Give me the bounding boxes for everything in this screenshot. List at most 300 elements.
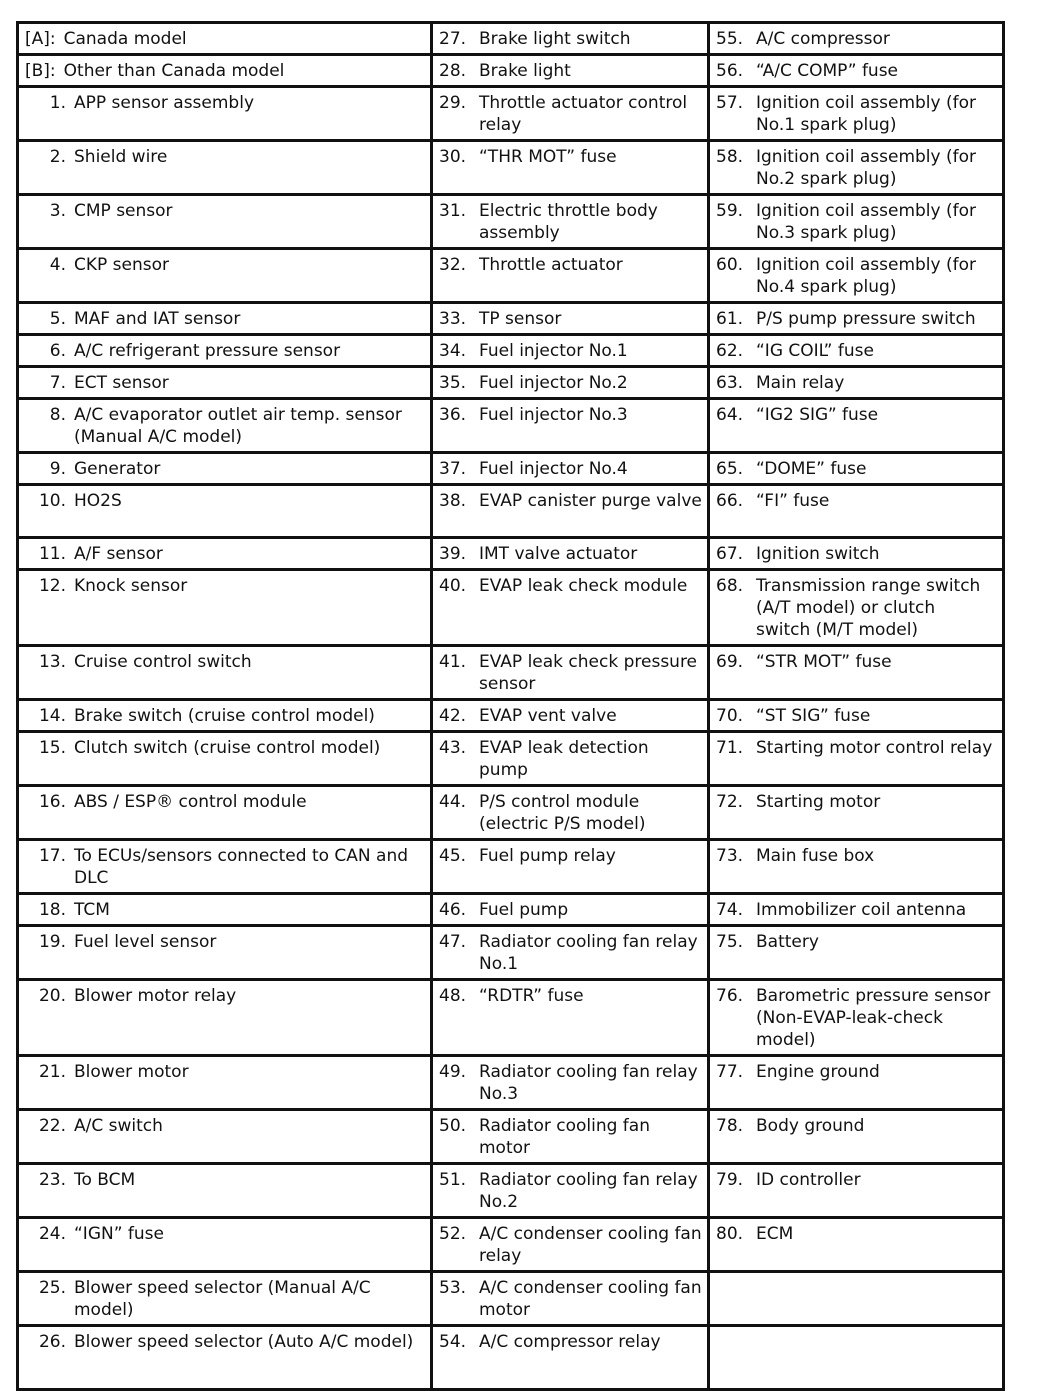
legend-entry	[25, 340, 426, 362]
entry-label: Ignition coil assembly (for No.3 spark plug)	[756, 201, 977, 243]
legend-cell	[709, 1326, 1004, 1390]
entry-number: 25.	[38, 1278, 66, 1298]
legend-entry	[716, 931, 998, 953]
table-row	[18, 335, 1004, 367]
entry-number: 27.	[439, 29, 467, 49]
entry-label: Brake light switch	[479, 29, 631, 49]
table-row	[18, 538, 1004, 570]
legend-cell	[709, 485, 1004, 538]
entry-number: 41.	[439, 652, 467, 672]
legend-cell	[432, 1326, 709, 1390]
legend-cell	[709, 399, 1004, 453]
entry-number: 12.	[38, 576, 66, 596]
legend-cell	[709, 700, 1004, 732]
entry-label: Fuel pump	[479, 900, 569, 920]
entry-number: [A]:	[25, 29, 56, 49]
entry-label: A/C condenser cooling fan motor	[479, 1278, 702, 1320]
legend-cell	[432, 399, 709, 453]
legend-entry	[439, 1223, 703, 1267]
entry-label: Starting motor control relay	[756, 738, 993, 758]
entry-number: [B]:	[25, 61, 56, 81]
legend-cell	[709, 1056, 1004, 1110]
legend-cell	[432, 249, 709, 303]
legend-entry	[716, 92, 998, 136]
legend-cell	[18, 570, 432, 646]
entry-number: 71.	[716, 738, 744, 758]
entry-label: Knock sensor	[74, 576, 188, 596]
legend-entry	[25, 543, 426, 565]
entry-label: Ignition coil assembly (for No.2 spark plug)	[756, 147, 977, 189]
table-row	[18, 732, 1004, 786]
entry-label: Ignition coil assembly (for No.4 spark plug)	[756, 255, 977, 297]
legend-cell	[432, 453, 709, 485]
entry-label: EVAP leak detection pump	[479, 738, 649, 780]
legend-entry	[439, 543, 703, 565]
legend-entry	[716, 651, 998, 673]
table-row	[18, 894, 1004, 926]
legend-entry	[25, 1331, 426, 1353]
legend-entry	[716, 899, 998, 921]
entry-label: ID controller	[756, 1170, 861, 1190]
legend-entry	[439, 92, 703, 136]
legend-entry	[439, 705, 703, 727]
entry-number: 66.	[716, 491, 744, 511]
legend-cell	[18, 303, 432, 335]
entry-number: 77.	[716, 1062, 744, 1082]
entry-label: To ECUs/sensors connected to CAN and DLC	[74, 846, 409, 888]
legend-entry	[716, 1223, 998, 1245]
legend-cell	[709, 980, 1004, 1056]
legend-entry	[439, 200, 703, 244]
entry-number: 33.	[439, 309, 467, 329]
legend-entry	[716, 737, 998, 759]
legend-cell	[709, 303, 1004, 335]
legend-cell	[432, 303, 709, 335]
entry-label: “IG COIL” fuse	[756, 341, 874, 361]
legend-entry	[25, 200, 426, 222]
legend-entry	[25, 575, 426, 597]
entry-number: 19.	[38, 932, 66, 952]
entry-label: Body ground	[756, 1116, 865, 1136]
entry-number: 76.	[716, 986, 744, 1006]
legend-cell	[432, 732, 709, 786]
entry-label: A/C compressor relay	[479, 1332, 661, 1352]
legend-cell	[709, 926, 1004, 980]
entry-label: “IGN” fuse	[74, 1224, 164, 1244]
legend-cell	[432, 1218, 709, 1272]
table-row	[18, 303, 1004, 335]
component-legend-table	[16, 21, 1005, 1391]
legend-entry	[716, 200, 998, 244]
entry-number: 23.	[38, 1170, 66, 1190]
legend-cell	[18, 23, 432, 55]
legend-entry	[25, 146, 426, 168]
legend-cell	[432, 1056, 709, 1110]
entry-number: 49.	[439, 1062, 467, 1082]
legend-cell	[709, 55, 1004, 87]
entry-label: Throttle actuator control relay	[479, 93, 688, 135]
entry-number: 57.	[716, 93, 744, 113]
legend-entry	[439, 458, 703, 480]
legend-entry	[439, 404, 703, 426]
entry-number: 2.	[49, 147, 66, 167]
legend-entry	[25, 1115, 426, 1137]
legend-entry	[25, 308, 426, 330]
legend-cell	[709, 786, 1004, 840]
legend-entry	[716, 28, 998, 50]
table-row	[18, 195, 1004, 249]
legend-cell	[432, 570, 709, 646]
legend-cell	[709, 1218, 1004, 1272]
legend-entry	[716, 308, 998, 330]
entry-label: Shield wire	[74, 147, 168, 167]
entry-label: “RDTR” fuse	[479, 986, 584, 1006]
entry-label: Main relay	[756, 373, 845, 393]
legend-cell	[432, 141, 709, 195]
entry-number: 67.	[716, 544, 744, 564]
entry-number: 53.	[439, 1278, 467, 1298]
legend-entry	[25, 60, 426, 82]
legend-cell	[432, 1272, 709, 1326]
legend-cell	[432, 700, 709, 732]
entry-label: Radiator cooling fan relay No.2	[479, 1170, 698, 1212]
table-row	[18, 1272, 1004, 1326]
entry-number: 44.	[439, 792, 467, 812]
entry-number: 5.	[49, 309, 66, 329]
entry-number: 47.	[439, 932, 467, 952]
legend-entry	[716, 845, 998, 867]
legend-cell	[18, 700, 432, 732]
legend-entry	[439, 931, 703, 975]
table-row	[18, 646, 1004, 700]
legend-cell	[18, 646, 432, 700]
legend-cell	[18, 980, 432, 1056]
entry-label: EVAP vent valve	[479, 706, 617, 726]
entry-label: Radiator cooling fan relay No.3	[479, 1062, 698, 1104]
entry-label: Immobilizer coil antenna	[756, 900, 967, 920]
legend-entry	[439, 340, 703, 362]
table-row	[18, 1164, 1004, 1218]
legend-entry	[25, 845, 426, 889]
entry-label: Engine ground	[756, 1062, 880, 1082]
entry-number: 24.	[38, 1224, 66, 1244]
entry-label: P/S control module (electric P/S model)	[479, 792, 646, 834]
legend-cell	[18, 485, 432, 538]
legend-cell	[709, 894, 1004, 926]
legend-cell	[18, 1164, 432, 1218]
legend-entry	[439, 791, 703, 835]
legend-cell	[709, 646, 1004, 700]
entry-label: Fuel injector No.2	[479, 373, 628, 393]
entry-label: Blower motor relay	[74, 986, 237, 1006]
legend-cell	[432, 980, 709, 1056]
legend-cell	[709, 570, 1004, 646]
entry-label: A/C refrigerant pressure sensor	[74, 341, 341, 361]
entry-number: 6.	[49, 341, 66, 361]
entry-label: “THR MOT” fuse	[479, 147, 617, 167]
entry-number: 4.	[49, 255, 66, 275]
table-row	[18, 367, 1004, 399]
entry-number: 45.	[439, 846, 467, 866]
entry-label: Fuel level sensor	[74, 932, 217, 952]
entry-label: Ignition switch	[756, 544, 880, 564]
legend-entry	[716, 791, 998, 813]
legend-entry	[25, 1169, 426, 1191]
legend-entry	[25, 931, 426, 953]
entry-number: 58.	[716, 147, 744, 167]
legend-cell	[18, 249, 432, 303]
legend-cell	[709, 249, 1004, 303]
entry-label: A/C compressor	[756, 29, 890, 49]
legend-cell	[18, 894, 432, 926]
legend-cell	[432, 23, 709, 55]
legend-cell	[709, 335, 1004, 367]
entry-label: TCM	[74, 900, 110, 920]
entry-number: 20.	[38, 986, 66, 1006]
entry-label: Transmission range switch (A/T model) or clutch switch (M/T model)	[756, 576, 981, 640]
entry-label: Brake switch (cruise control model)	[74, 706, 375, 726]
entry-label: A/C evaporator outlet air temp. sensor (Manual A/C model)	[74, 405, 402, 447]
entry-label: Other than Canada model	[63, 61, 285, 81]
entry-label: EVAP leak check module	[479, 576, 688, 596]
entry-number: 7.	[49, 373, 66, 393]
legend-entry	[25, 92, 426, 114]
entry-number: 39.	[439, 544, 467, 564]
entry-number: 68.	[716, 576, 744, 596]
entry-label: Canada model	[63, 29, 187, 49]
entry-label: “DOME” fuse	[756, 459, 867, 479]
entry-label: CMP sensor	[74, 201, 173, 221]
entry-number: 15.	[38, 738, 66, 758]
legend-entry	[439, 737, 703, 781]
entry-label: Starting motor	[756, 792, 881, 812]
entry-label: “IG2 SIG” fuse	[756, 405, 879, 425]
entry-label: CKP sensor	[74, 255, 170, 275]
legend-entry	[716, 458, 998, 480]
legend-entry	[439, 60, 703, 82]
legend-cell	[18, 1272, 432, 1326]
entry-label: EVAP canister purge valve	[479, 491, 702, 511]
entry-label: To BCM	[74, 1170, 136, 1190]
table-row	[18, 23, 1004, 55]
legend-entry	[25, 458, 426, 480]
legend-entry	[716, 404, 998, 426]
legend-cell	[18, 786, 432, 840]
entry-number: 46.	[439, 900, 467, 920]
legend-entry	[716, 490, 998, 512]
entry-number: 43.	[439, 738, 467, 758]
entry-number: 72.	[716, 792, 744, 812]
table-row	[18, 485, 1004, 538]
table-row	[18, 453, 1004, 485]
entry-label: Fuel pump relay	[479, 846, 616, 866]
entry-number: 63.	[716, 373, 744, 393]
table-row	[18, 141, 1004, 195]
legend-cell	[432, 367, 709, 399]
legend-cell	[18, 195, 432, 249]
legend-cell	[18, 840, 432, 894]
table-row	[18, 570, 1004, 646]
entry-label: A/C switch	[74, 1116, 163, 1136]
entry-label: Blower motor	[74, 1062, 189, 1082]
entry-number: 52.	[439, 1224, 467, 1244]
entry-number: 38.	[439, 491, 467, 511]
entry-number: 74.	[716, 900, 744, 920]
entry-number: 17.	[38, 846, 66, 866]
entry-label: Barometric pressure sensor (Non-EVAP-leak-check model)	[756, 986, 991, 1050]
entry-number: 62.	[716, 341, 744, 361]
legend-cell	[432, 786, 709, 840]
table-row	[18, 980, 1004, 1056]
entry-label: Generator	[74, 459, 161, 479]
legend-entry	[439, 1331, 703, 1353]
legend-entry	[25, 791, 426, 813]
entry-number: 34.	[439, 341, 467, 361]
entry-number: 9.	[49, 459, 66, 479]
entry-number: 26.	[38, 1332, 66, 1352]
entry-number: 13.	[38, 652, 66, 672]
legend-cell	[432, 485, 709, 538]
entry-number: 1.	[49, 93, 66, 113]
legend-cell	[709, 1110, 1004, 1164]
entry-number: 30.	[439, 147, 467, 167]
legend-cell	[18, 453, 432, 485]
legend-cell	[709, 840, 1004, 894]
legend-entry	[716, 1169, 998, 1191]
entry-number: 79.	[716, 1170, 744, 1190]
entry-number: 35.	[439, 373, 467, 393]
legend-cell	[18, 87, 432, 141]
entry-label: APP sensor assembly	[74, 93, 255, 113]
legend-entry	[716, 543, 998, 565]
entry-number: 3.	[49, 201, 66, 221]
legend-cell	[432, 926, 709, 980]
entry-number: 69.	[716, 652, 744, 672]
legend-cell	[18, 1218, 432, 1272]
entry-label: ECM	[756, 1224, 794, 1244]
legend-entry	[439, 899, 703, 921]
entry-label: A/C condenser cooling fan relay	[479, 1224, 702, 1266]
entry-number: 36.	[439, 405, 467, 425]
legend-cell	[709, 1272, 1004, 1326]
legend-entry	[716, 1061, 998, 1083]
entry-label: EVAP leak check pressure sensor	[479, 652, 698, 694]
entry-number: 29.	[439, 93, 467, 113]
legend-entry	[716, 254, 998, 298]
legend-entry	[716, 575, 998, 641]
entry-number: 54.	[439, 1332, 467, 1352]
legend-cell	[18, 1056, 432, 1110]
legend-cell	[18, 538, 432, 570]
entry-label: TP sensor	[479, 309, 562, 329]
entry-label: Radiator cooling fan relay No.1	[479, 932, 698, 974]
legend-entry	[25, 28, 426, 50]
legend-entry	[439, 28, 703, 50]
table-row	[18, 1326, 1004, 1390]
entry-label: A/F sensor	[74, 544, 163, 564]
entry-number: 70.	[716, 706, 744, 726]
legend-entry	[25, 651, 426, 673]
legend-entry	[439, 1277, 703, 1321]
table-row	[18, 1056, 1004, 1110]
legend-cell	[18, 55, 432, 87]
legend-entry	[439, 490, 703, 512]
entry-label: ECT sensor	[74, 373, 169, 393]
table-row	[18, 399, 1004, 453]
entry-number: 42.	[439, 706, 467, 726]
entry-label: Blower speed selector (Auto A/C model)	[74, 1332, 414, 1352]
entry-number: 22.	[38, 1116, 66, 1136]
legend-entry	[439, 575, 703, 597]
entry-number: 60.	[716, 255, 744, 275]
legend-entry	[716, 705, 998, 727]
entry-number: 56.	[716, 61, 744, 81]
legend-cell	[18, 1110, 432, 1164]
entry-number: 61.	[716, 309, 744, 329]
entry-number: 48.	[439, 986, 467, 1006]
entry-label: “STR MOT” fuse	[756, 652, 892, 672]
legend-entry	[25, 985, 426, 1007]
entry-number: 40.	[439, 576, 467, 596]
legend-cell	[18, 335, 432, 367]
entry-label: Blower speed selector (Manual A/C model)	[74, 1278, 371, 1320]
entry-label: Cruise control switch	[74, 652, 252, 672]
legend-entry	[439, 651, 703, 695]
legend-entry	[716, 340, 998, 362]
entry-label: Fuel injector No.3	[479, 405, 628, 425]
entry-label: Radiator cooling fan motor	[479, 1116, 650, 1158]
legend-cell	[709, 195, 1004, 249]
legend-cell	[432, 87, 709, 141]
legend-entry	[439, 308, 703, 330]
legend-entry	[716, 372, 998, 394]
legend-cell	[432, 646, 709, 700]
legend-cell	[709, 367, 1004, 399]
legend-entry	[25, 490, 426, 512]
legend-entry	[439, 1115, 703, 1159]
table-row	[18, 840, 1004, 894]
entry-number: 18.	[38, 900, 66, 920]
entry-number: 11.	[38, 544, 66, 564]
entry-label: “ST SIG” fuse	[756, 706, 871, 726]
legend-cell	[432, 195, 709, 249]
legend-cell	[432, 538, 709, 570]
entry-number: 73.	[716, 846, 744, 866]
entry-number: 21.	[38, 1062, 66, 1082]
legend-cell	[432, 1164, 709, 1218]
legend-cell	[709, 87, 1004, 141]
table-row	[18, 700, 1004, 732]
entry-label: Throttle actuator	[479, 255, 623, 275]
entry-label: “A/C COMP” fuse	[756, 61, 899, 81]
legend-entry	[25, 254, 426, 276]
legend-entry	[439, 845, 703, 867]
entry-number: 65.	[716, 459, 744, 479]
legend-cell	[709, 453, 1004, 485]
legend-entry	[25, 705, 426, 727]
legend-cell	[432, 1110, 709, 1164]
legend-cell	[18, 732, 432, 786]
legend-entry	[439, 1061, 703, 1105]
entry-label: HO2S	[74, 491, 122, 511]
entry-number: 51.	[439, 1170, 467, 1190]
table-row	[18, 786, 1004, 840]
entry-label: MAF and IAT sensor	[74, 309, 241, 329]
table-row	[18, 926, 1004, 980]
legend-entry	[716, 60, 998, 82]
table-row	[18, 87, 1004, 141]
legend-cell	[709, 23, 1004, 55]
